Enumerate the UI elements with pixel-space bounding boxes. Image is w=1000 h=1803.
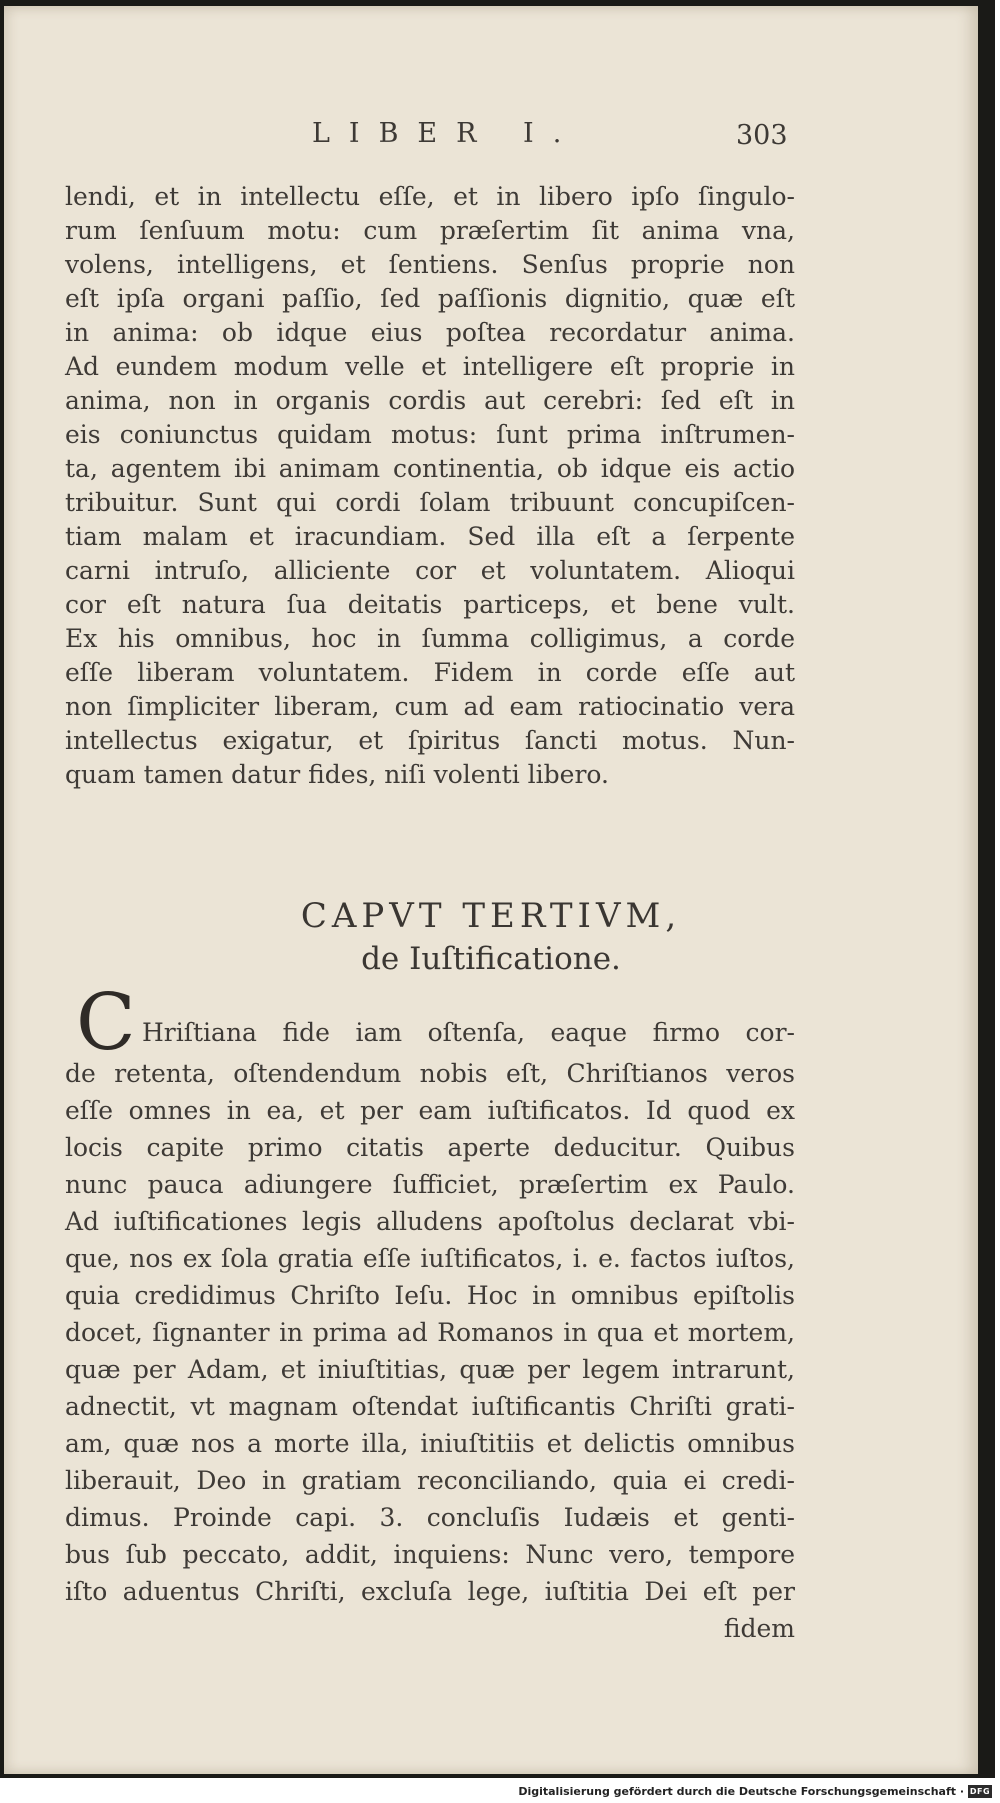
text-line: quæ per Adam, et iniuſtitias, quæ per legem intrarunt, <box>65 1355 795 1384</box>
funding-credit: Digitalisierung gefördert durch die Deutsche Forschungsgemeinschaft · <box>518 1785 964 1798</box>
text-line: eſſe omnes in ea, et per eam iuſtificatos. Id quod ex <box>65 1096 795 1125</box>
running-head-title: LIBER I. <box>312 118 581 149</box>
chapter-subtitle: de Iuſtificatione. <box>361 941 621 977</box>
text-line: nunc pauca adiungere ſufficiet, præſertim ex Paulo. <box>65 1170 795 1199</box>
text-line: locis capite primo citatis aperte deducitur. Quibus <box>65 1133 795 1162</box>
text-line: Hriſtiana fide iam oſtenſa, eaque firmo cor- <box>142 1018 795 1047</box>
drop-cap-initial: C <box>76 978 136 1068</box>
text-line: eſt ipſa organi paſſio, ſed paſſionis dignitio, quæ eſt <box>65 284 795 313</box>
text-line: que, nos ex ſola gratia eſſe iuſtificatos, i. e. factos iuſtos, <box>65 1244 795 1273</box>
text-line: iſto aduentus Chriſti, excluſa lege, iuſtitia Dei eſt per <box>65 1577 795 1606</box>
dfg-logo-icon: DFG <box>969 1787 991 1796</box>
text-line: volens, intelligens, et ſentiens. Senſus proprie non <box>65 250 795 279</box>
text-line: docet, ſignanter in prima ad Romanos in qua et mortem, <box>65 1318 795 1347</box>
text-line: Ex his omnibus, hoc in ſumma colligimus, a corde <box>65 624 795 653</box>
text-line: de retenta, oſtendendum nobis eſt, Chriſtianos veros <box>65 1059 795 1088</box>
text-line: anima, non in organis cordis aut cerebri: ſed eſt in <box>65 386 795 415</box>
text-line: in anima: ob idque eius poſtea recordatur anima. <box>65 318 795 347</box>
text-line: quia credidimus Chriſto Ieſu. Hoc in omnibus epiſtolis <box>65 1281 795 1310</box>
text-line: liberauit, Deo in gratiam reconciliando, quia ei credi- <box>65 1466 795 1495</box>
text-line: am, quæ nos a morte illa, iniuſtitiis et delictis omnibus <box>65 1429 795 1458</box>
text-line: eſſe liberam voluntatem. Fidem in corde eſſe aut <box>65 658 795 687</box>
chapter-title: CAPVT TERTIVM, <box>300 896 682 936</box>
page-number: 303 <box>736 120 788 151</box>
text-line: adnectit, vt magnam oſtendat iuſtificantis Chriſti grati- <box>65 1392 795 1421</box>
text-line: Ad iuſtificationes legis alludens apoſtolus declarat vbi- <box>65 1207 795 1236</box>
text-line: lendi, et in intellectu eſſe, et in libero ipſo ſingulo- <box>65 182 795 211</box>
text-line: tiam malam et iracundiam. Sed illa eſt a ſerpente <box>65 522 795 551</box>
text-line: carni intruſo, alliciente cor et voluntatem. Alioqui <box>65 556 795 585</box>
text-line: non ſimpliciter liberam, cum ad eam ratiocinatio vera <box>65 692 795 721</box>
text-line: bus ſub peccato, addit, inquiens: Nunc vero, tempore <box>65 1540 795 1569</box>
text-line: eis coniunctus quidam motus: ſunt prima inſtrumen- <box>65 420 795 449</box>
text-line: intellectus exigatur, et ſpiritus ſancti motus. Nun- <box>65 726 795 755</box>
book-page <box>4 6 978 1774</box>
running-head <box>4 118 978 158</box>
text-line: dimus. Proinde capi. 3. concluſis Iudæis et genti- <box>65 1503 795 1532</box>
text-line: ta, agentem ibi animam continentia, ob idque eis actio <box>65 454 795 483</box>
text-line: rum ſenſuum motu: cum præſertim ſit anima vna, <box>65 216 795 245</box>
digitization-footer <box>0 1782 1000 1803</box>
text-line: quam tamen datur fides, niſi volenti libero. <box>65 760 609 789</box>
catchword: fidem <box>723 1614 795 1643</box>
text-line: cor eſt natura ſua deitatis particeps, et bene vult. <box>65 590 795 619</box>
text-line: Ad eundem modum velle et intelligere eſt proprie in <box>65 352 795 381</box>
text-line: tribuitur. Sunt qui cordi ſolam tribuunt concupiſcen- <box>65 488 795 517</box>
